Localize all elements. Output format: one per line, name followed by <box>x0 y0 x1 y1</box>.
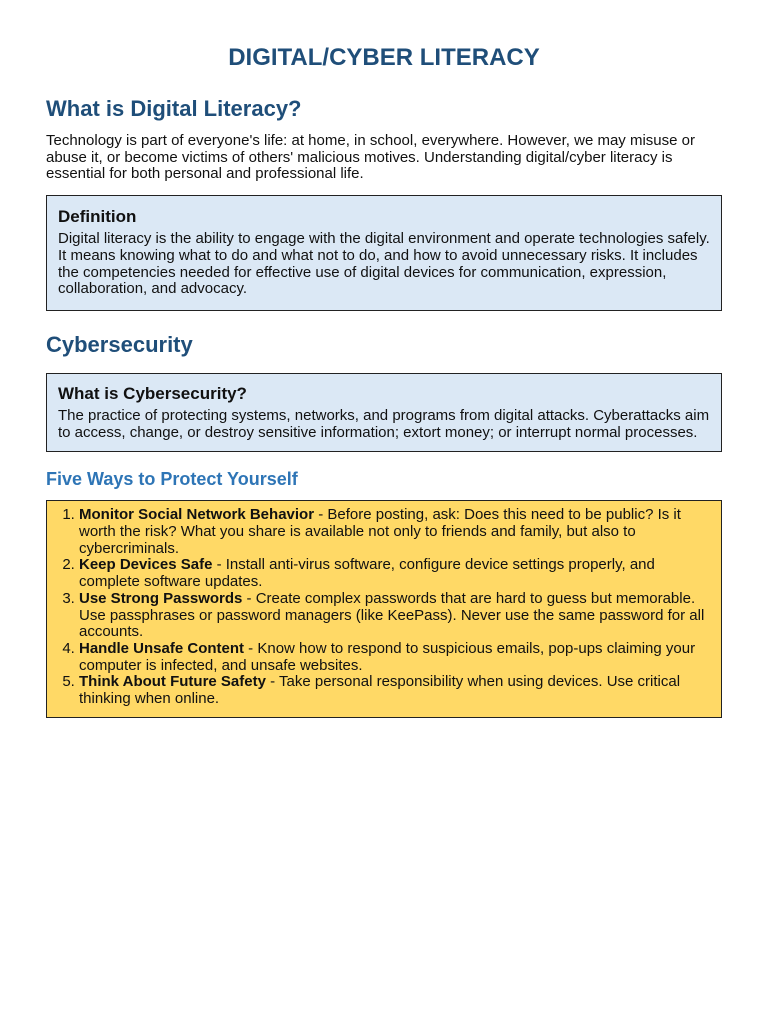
cybersecurity-box-text: The practice of protecting systems, networks, and programs from digital attacks. Cyberattacks aim to access, change, or destroy sensitive information; extort money; or interrupt normal processes. <box>58 406 710 441</box>
section-heading-digital-literacy: What is Digital Literacy? <box>46 96 302 121</box>
tip-text: - Install anti-virus software, configure device settings properly, and complete software updates. <box>79 556 655 591</box>
definition-text: Digital literacy is the ability to engage with the digital environment and operate technologies safely. It means knowing what to do and what not to do, and how to avoid unnecessary risks. It includes the competencies needed for effective use of digital devices for communication, expression, collaboration, and advocacy. <box>58 230 710 298</box>
tip-text: - Create complex passwords that are hard to guess but memorable. Use passphrases or password managers (like KeePass). Never use the same password for all accounts. <box>79 589 705 641</box>
document-title: DIGITAL/CYBER LITERACY <box>228 44 540 71</box>
protect-tips-list <box>57 507 711 707</box>
list-item <box>79 557 711 590</box>
tip-text: - Take personal responsibility when using devices. Use critical thinking when online. <box>79 673 681 708</box>
tip-text: - Before posting, ask: Does this need to be public? Is it worth the risk? What you share is available not only to friends and family, but also to cybercriminals. <box>79 506 681 557</box>
protect-heading: Five Ways to Protect Yourself <box>46 469 298 490</box>
intro-paragraph: Technology is part of everyone's life: at home, in school, everywhere. However, we may misuse or abuse it, or become victims of others' malicious motives. Understanding digital/cyber literacy is essential for both personal and professional life. <box>46 132 695 183</box>
list-item <box>79 591 711 641</box>
cybersecurity-box <box>46 373 722 452</box>
list-item <box>79 507 711 557</box>
tip-title: Keep Devices Safe <box>79 556 213 574</box>
protect-tips-box <box>46 500 722 717</box>
list-item <box>79 674 711 707</box>
section-heading-cybersecurity: Cybersecurity <box>46 331 193 357</box>
list-item <box>79 641 711 674</box>
tip-title: Use Strong Passwords <box>79 589 243 607</box>
tip-title: Monitor Social Network Behavior <box>79 506 315 524</box>
tip-title: Handle Unsafe Content <box>79 639 245 657</box>
definition-box <box>46 195 722 311</box>
definition-heading: Definition <box>58 207 137 227</box>
tip-text: - Know how to respond to suspicious emails, pop-ups claiming your computer is infected, and unsafe websites. <box>79 639 696 674</box>
tip-title: Think About Future Safety <box>79 673 266 691</box>
cybersecurity-box-heading: What is Cybersecurity? <box>58 383 247 403</box>
